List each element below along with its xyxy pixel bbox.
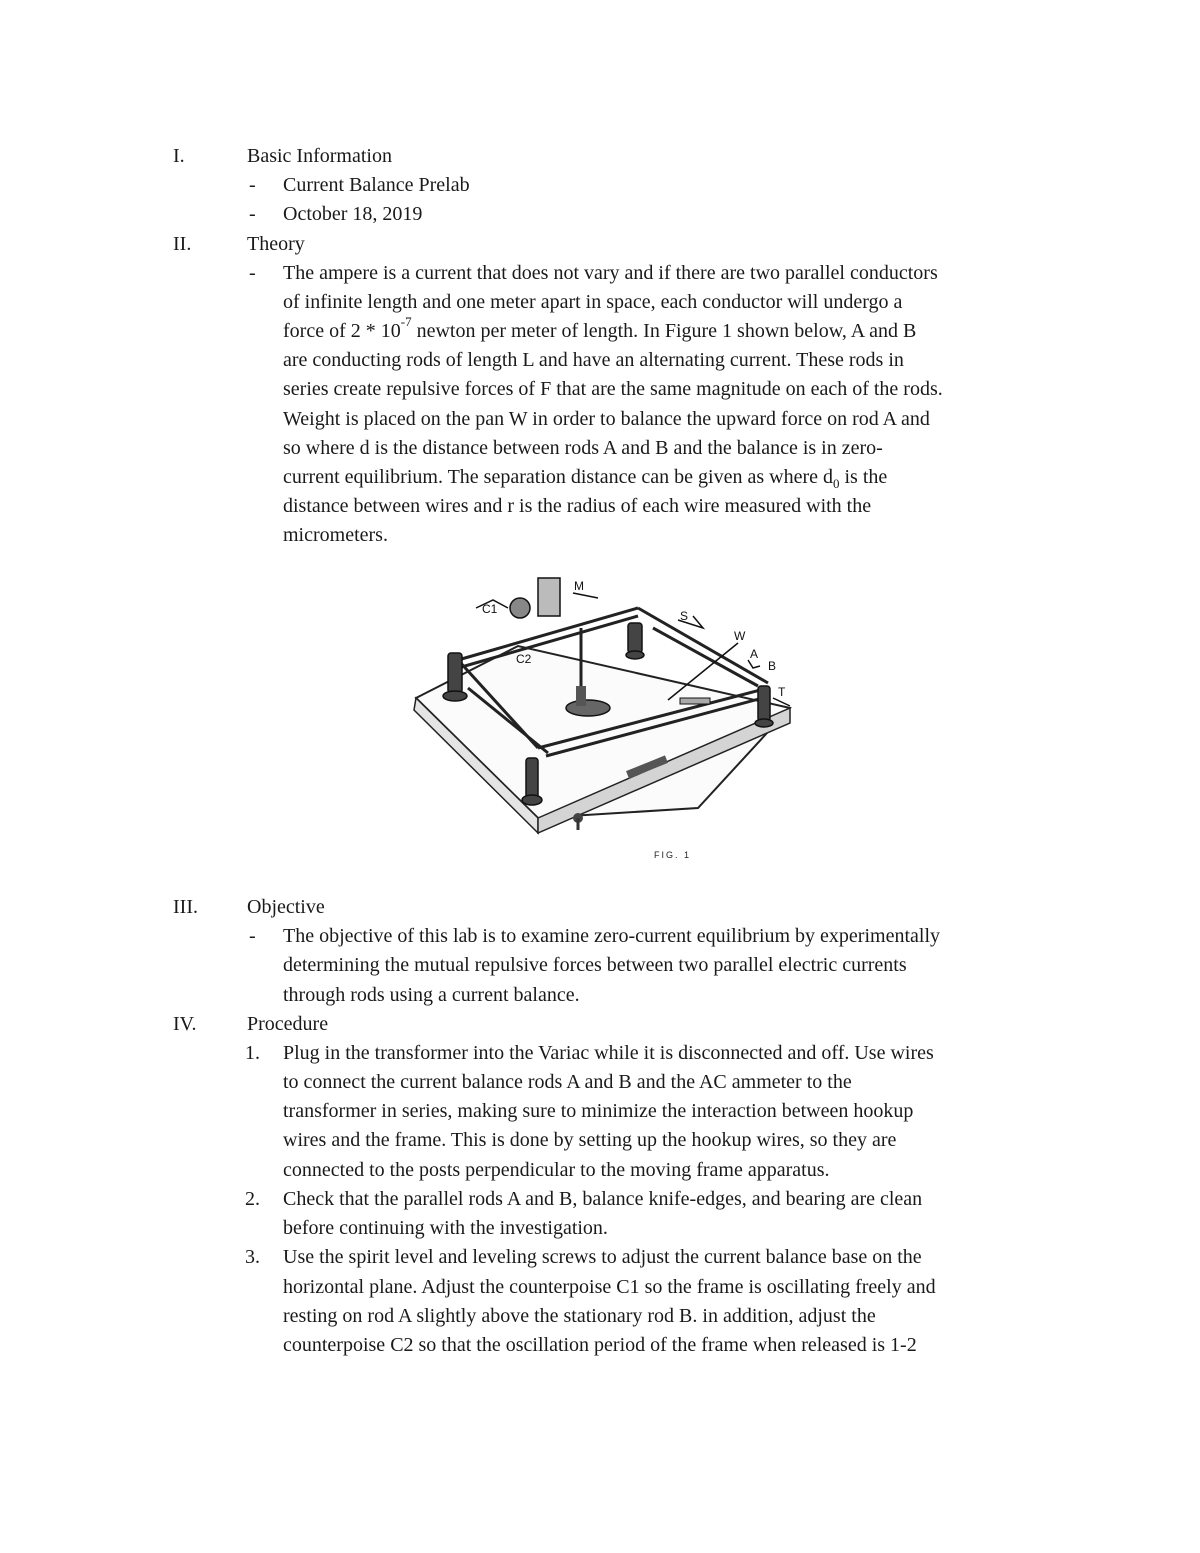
label-c1: C1 [482, 602, 498, 616]
text-run: newton per meter of length. In Figure 1 shown below, A and B [411, 320, 917, 342]
paragraph-line: to connect the current balance rods A and B and the AC ammeter to the [283, 1071, 852, 1093]
section-numeral: III. [173, 896, 198, 918]
text-run: current equilibrium. The separation distance can be given as where d [283, 466, 833, 488]
section-numeral: IV. [173, 1013, 197, 1035]
paragraph-line: Weight is placed on the pan W in order to balance the upward force on rod A and [283, 408, 930, 430]
section-heading: Objective [247, 896, 325, 918]
paragraph-line [283, 463, 887, 491]
label-m: M [574, 579, 584, 593]
paragraph-line: resting on rod A slightly above the stationary rod B. in addition, adjust the [283, 1305, 876, 1327]
label-s: S [680, 609, 689, 623]
section-heading: Basic Information [247, 145, 392, 167]
paragraph-line: counterpoise C2 so that the oscillation period of the frame when released is 1-2 [283, 1334, 917, 1356]
figure-caption: FIG. 1 [654, 850, 692, 860]
paragraph-line: transformer in series, making sure to minimize the interaction between hookup [283, 1100, 914, 1122]
paragraph-line: before continuing with the investigation. [283, 1217, 608, 1239]
text-run: force of 2 * 10 [283, 320, 401, 342]
paragraph-line: connected to the posts perpendicular to the moving frame apparatus. [283, 1159, 830, 1181]
current-balance-figure [398, 568, 798, 868]
paragraph-line: distance between wires and r is the radius of each wire measured with the [283, 495, 872, 517]
bullet-text: Current Balance Prelab [283, 174, 470, 196]
section-heading: Theory [247, 233, 305, 255]
paragraph-line: determining the mutual repulsive forces between two parallel electric currents [283, 954, 907, 976]
paragraph-line [283, 314, 917, 345]
section-numeral: II. [173, 233, 192, 255]
paragraph-line: wires and the frame. This is done by setting up the hookup wires, so they are [283, 1129, 897, 1151]
paragraph-line: Use the spirit level and leveling screws to adjust the current balance base on the [283, 1246, 922, 1268]
paragraph-line: series create repulsive forces of F that are the same magnitude on each of the rods. [283, 378, 943, 400]
label-t: T [778, 685, 786, 699]
label-a: A [750, 647, 759, 661]
paragraph-line: micrometers. [283, 524, 388, 546]
section-numeral: I. [173, 145, 185, 167]
paragraph-line: The objective of this lab is to examine zero-current equilibrium by experimentally [283, 925, 941, 947]
paragraph-line: Check that the parallel rods A and B, balance knife-edges, and bearing are clean [283, 1188, 923, 1210]
pan [566, 700, 610, 716]
text-run: is the [839, 466, 888, 488]
step-number: 3. [245, 1246, 260, 1268]
step-number: 2. [245, 1188, 260, 1210]
paragraph-line: so where d is the distance between rods A and B and the balance is in zero- [283, 437, 883, 459]
paragraph-line: through rods using a current balance. [283, 984, 580, 1006]
section-heading: Procedure [247, 1013, 329, 1035]
paragraph-line: of infinite length and one meter apart in space, each conductor will undergo a [283, 291, 903, 313]
paragraph-line: are conducting rods of length L and have an alternating current. These rods in [283, 349, 904, 371]
label-b: B [768, 659, 777, 673]
label-c2: C2 [516, 652, 532, 666]
paragraph-line: horizontal plane. Adjust the counterpoise C1 so the frame is oscillating freely and [283, 1276, 936, 1298]
paragraph-line: Plug in the transformer into the Variac while it is disconnected and off. Use wires [283, 1042, 934, 1064]
subscript: 0 [832, 476, 840, 491]
bullet-text: October 18, 2019 [283, 203, 423, 225]
step-number: 1. [245, 1042, 260, 1064]
paragraph-line: The ampere is a current that does not vary and if there are two parallel conductors [283, 262, 938, 284]
document-page: I. Basic Information - Current Balance Prelab - October 18, 2019 II. Theory - The ampere is a current that does not vary and if there are two parallel conductors of infinite length and one meter apart in space, each conductor will undergo a force of $2 * 10^{-7}$ newton per meter of length. In Figure 1 shown below, A and B are conducting rods of length L and have an alternating current. These rods in series create repulsive forces of F that are the same magnitude on each of the rods. Weight is placed on the pan W in order to balance the upward force on rod A and so where d is the distance between rods A and B and the balance is in zero- current equilibrium. The separation distance can be given as where $d_0$ is the distance between wires and r is the radius of each wire measured with the micrometers. C1 M S W A B T C2 FIG. 1 III. Objective - The objective of this lab is to examine zero-current equilibrium by experimentally determining the mutual repulsive forces between two parallel electric currents through rods using a current balance. IV. Procedure 1. Plug in the transformer into the Variac while it is disconnected and off. Use wires to connect the current balance rods A and B and the AC ammeter to the transformer in series, making sure to minimize the interaction between hookup wires and the frame. This is done by setting up the hookup wires, so they are connected to the posts perpendicular to the moving frame apparatus. 2. Check that the parallel rods A and B, balance knife-edges, and bearing are clean before continuing with the investigation. 3. Use the spirit level and leveling screws to adjust the current balance base on the horizontal plane. Adjust the counterpoise C1 so the frame is oscillating freely and resting on rod A slightly above the stationary rod B. in addition, adjust the counterpoise C2 so that the oscillation period of the frame when released is 1-2 [0, 0, 1200, 1553]
label-w: W [734, 629, 746, 643]
exponent: -7 [400, 314, 412, 330]
